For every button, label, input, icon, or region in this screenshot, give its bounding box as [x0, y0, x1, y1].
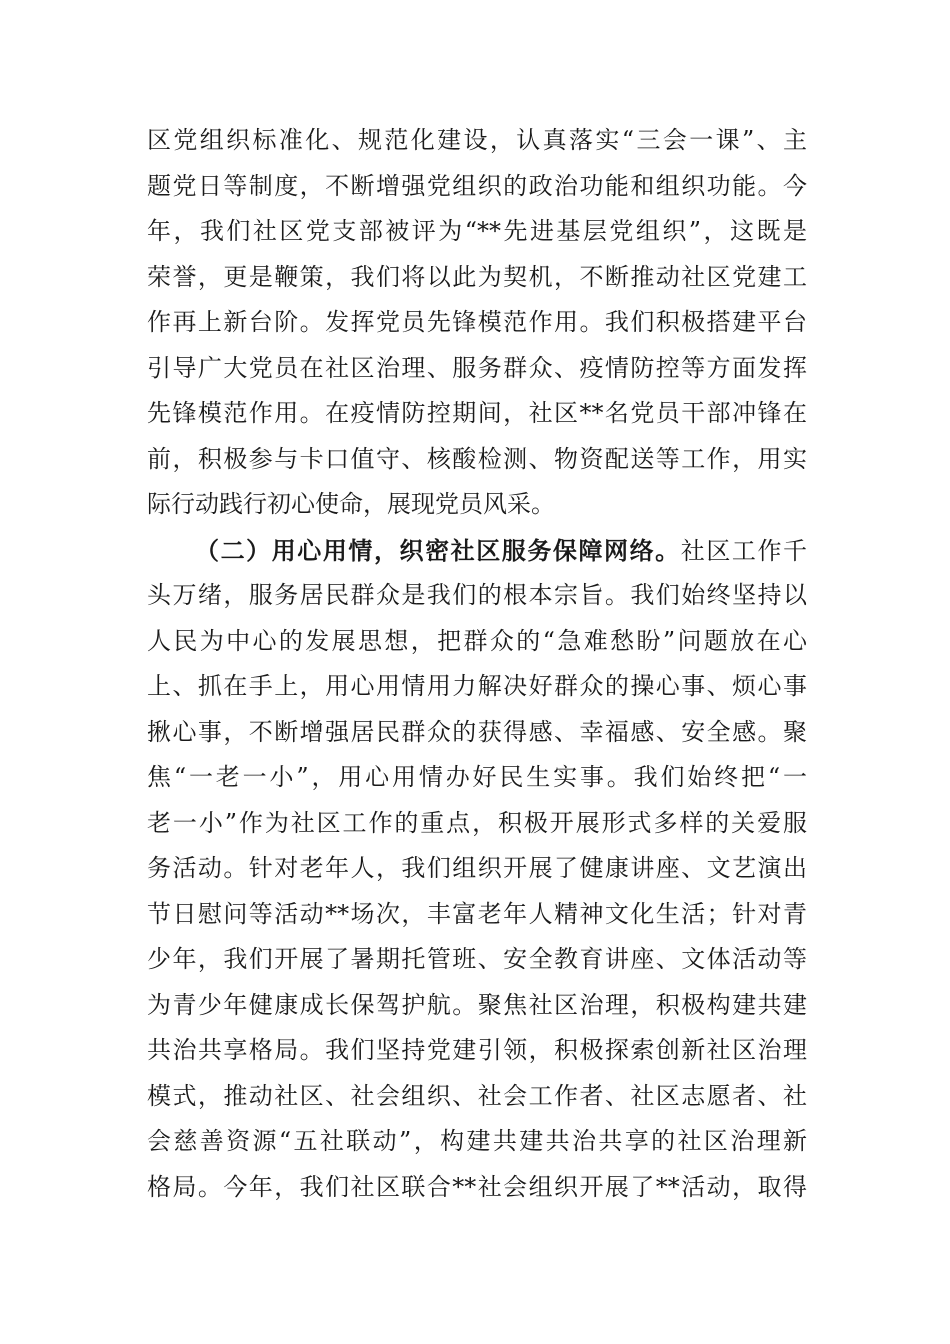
paragraph-2-first-line	[147, 528, 807, 574]
section-heading: （二）用心用情，织密社区服务保障网络。	[195, 535, 681, 565]
text-line: 题党日等制度，不断增强党组织的政治功能和组织功能。今	[147, 171, 807, 200]
paragraph-1	[147, 118, 807, 528]
text-line: 格局。今年，我们社区联合**社会组织开展了**活动，取得	[147, 1172, 807, 1201]
paragraph-2	[147, 528, 807, 1211]
text-line: 少年，我们开展了暑期托管班、安全教育讲座、文体活动等	[147, 945, 807, 973]
text-line: 共治共享格局。我们坚持党建引领，积极探索创新社区治理	[147, 1036, 807, 1064]
text-line: 模式，推动社区、社会组织、社会工作者、社区志愿者、社	[147, 1081, 807, 1110]
text-line: 人民为中心的发展思想，把群众的“急难愁盼”问题放在心	[147, 626, 807, 655]
text-line: 先锋模范作用。在疫情防控期间，社区**名党员干部冲锋在	[147, 399, 807, 427]
text-line: 务活动。针对老年人，我们组织开展了健康讲座、文艺演出	[147, 854, 807, 882]
text-line: 年，我们社区党支部被评为“**先进基层党组织”，这既是	[147, 217, 807, 245]
text-line: 际行动践行初心使命，展现党员风采。	[147, 490, 555, 518]
text-line: 揪心事，不断增强居民群众的获得感、幸福感、安全感。聚	[147, 717, 807, 746]
text-line: 引导广大党员在社区治理、服务群众、疫情防控等方面发挥	[147, 353, 807, 382]
text-span: 社区工作千	[680, 536, 808, 565]
text-line: 区党组织标准化、规范化建设，认真落实“三会一课”、主	[147, 126, 807, 154]
text-line: 会慈善资源“五社联动”，构建共建共治共享的社区治理新	[147, 1127, 807, 1155]
text-line: 老一小”作为社区工作的重点，积极开展形式多样的关爱服	[147, 808, 807, 837]
text-line: 荣誉，更是鞭策，我们将以此为契机，不断推动社区党建工	[147, 262, 807, 291]
text-line: 前，积极参与卡口值守、核酸检测、物资配送等工作，用实	[147, 444, 807, 473]
document-body	[147, 118, 807, 1210]
text-line: 头万绪，服务居民群众是我们的根本宗旨。我们始终坚持以	[147, 581, 807, 609]
text-line: 作再上新台阶。发挥党员先锋模范作用。我们积极搭建平台	[147, 308, 807, 336]
text-line: 上、抓在手上，用心用情用力解决好群众的操心事、烦心事	[147, 672, 807, 700]
text-line: 节日慰问等活动**场次，丰富老年人精神文化生活；针对青	[147, 899, 807, 928]
text-line: 焦“一老一小”，用心用情办好民生实事。我们始终把“一	[147, 763, 807, 791]
text-line: 为青少年健康成长保驾护航。聚焦社区治理，积极构建共建	[147, 990, 807, 1019]
